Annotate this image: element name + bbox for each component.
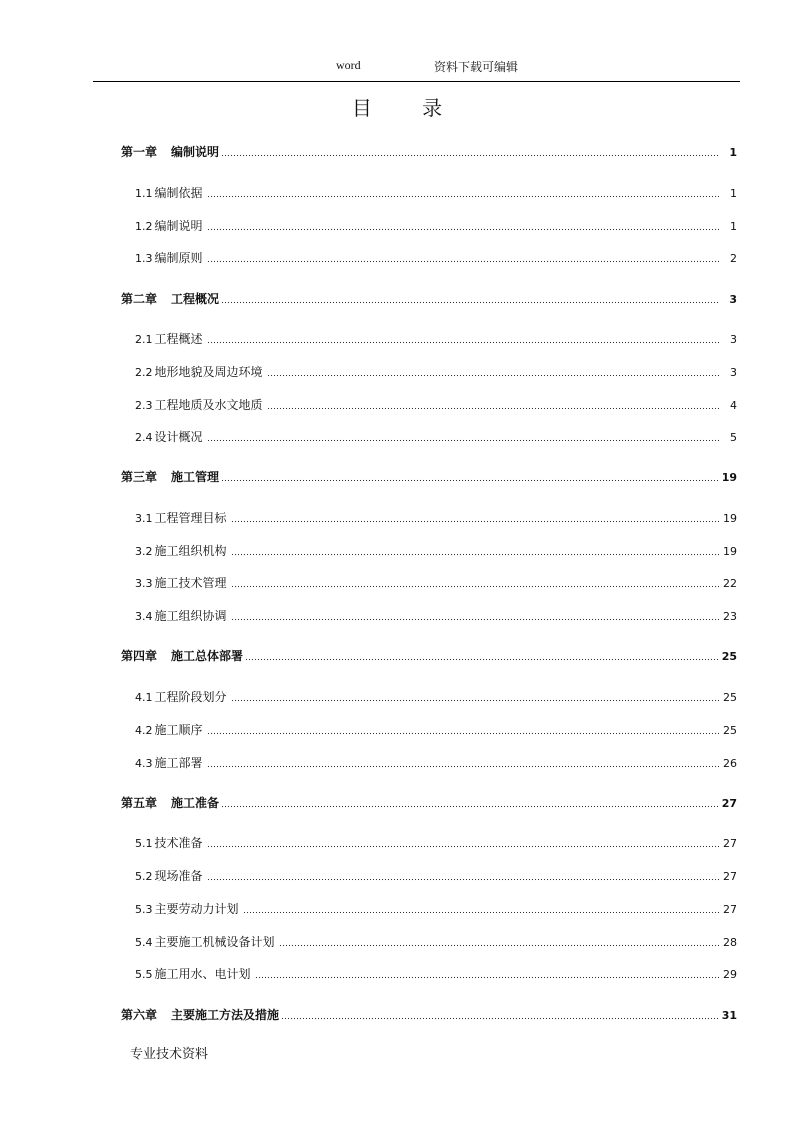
toc-section-number: 3.2: [135, 545, 153, 558]
toc-page-number: 23: [723, 610, 737, 623]
toc-section-number: 5.3: [135, 903, 153, 916]
toc-entry-title: 施工总体部署: [171, 649, 244, 663]
toc-page-number: 19: [721, 471, 737, 484]
toc-section-number: 1.2: [135, 220, 153, 233]
toc-section-number: 4.1: [135, 691, 153, 704]
toc-section-number: 2.2: [135, 366, 153, 379]
toc-section-number: 2.1: [135, 333, 153, 346]
toc-page-number: 25: [723, 724, 737, 737]
toc-section-number: 4.2: [135, 724, 153, 737]
toc-page-number: 25: [721, 650, 737, 663]
toc-chapter-entry[interactable]: [121, 290, 737, 308]
toc-leader-dots: [221, 147, 719, 157]
toc-leader-dots: [281, 1010, 718, 1020]
toc-leader-dots: [231, 692, 719, 702]
toc-chapter-entry[interactable]: [121, 794, 737, 812]
toc-section-entry[interactable]: [135, 867, 737, 885]
toc-leader-dots: [279, 937, 719, 947]
toc-page-number: 27: [721, 797, 737, 810]
toc-entry-label: [135, 396, 263, 415]
toc-section-number: 3.4: [135, 610, 153, 623]
toc-section-entry[interactable]: [135, 933, 737, 951]
toc-entry-label: [135, 688, 227, 707]
toc-section-number: 1.1: [135, 187, 153, 200]
toc-entry-title: 施工管理: [171, 470, 220, 484]
toc-entry-title: 施工顺序: [154, 723, 203, 737]
toc-section-entry[interactable]: [135, 688, 737, 706]
toc-section-number: 3.3: [135, 577, 153, 590]
toc-leader-dots: [245, 651, 718, 661]
toc-leader-dots: [221, 472, 718, 482]
page-header: [0, 56, 794, 76]
toc-section-entry[interactable]: [135, 574, 737, 592]
toc-entry-label: [135, 249, 203, 268]
toc-section-number: 2.4: [135, 431, 153, 444]
toc-leader-dots: [207, 725, 719, 735]
toc-leader-dots: [231, 578, 719, 588]
page-title: 目 录: [351, 96, 465, 120]
toc-chapter-entry[interactable]: [121, 647, 737, 665]
toc-entry-label: [135, 754, 203, 773]
toc-entry-title: 编制原则: [154, 251, 203, 265]
toc-entry-label: [121, 647, 243, 665]
toc-leader-dots: [207, 758, 719, 768]
toc-entry-title: 工程地质及水文地质: [154, 398, 263, 412]
toc-section-number: 2.3: [135, 399, 153, 412]
toc-entry-title: 施工部署: [154, 756, 203, 770]
toc-section-entry[interactable]: [135, 607, 737, 625]
toc-entry-label: [135, 509, 227, 528]
toc-entry-title: 主要劳动力计划: [154, 902, 239, 916]
toc-section-entry[interactable]: [135, 834, 737, 852]
toc-page-number: 22: [723, 577, 737, 590]
toc-leader-dots: [207, 188, 719, 198]
toc-entry-label: [135, 834, 203, 853]
toc-section-entry[interactable]: [135, 428, 737, 446]
toc-entry-label: [135, 965, 251, 984]
toc-entry-label: [135, 900, 239, 919]
header-right-text: 资料下载可编辑: [434, 60, 519, 74]
toc-entry-label: [121, 290, 219, 308]
toc-section-number: 5.2: [135, 870, 153, 883]
toc-entry-title: 编制说明: [154, 219, 203, 233]
toc-section-entry[interactable]: [135, 330, 737, 348]
toc-leader-dots: [207, 221, 719, 231]
toc-entry-label: [135, 184, 203, 203]
toc-section-entry[interactable]: [135, 754, 737, 772]
toc-entry-label: [135, 217, 203, 236]
page-footer: 专业技术资料: [130, 1047, 209, 1062]
header-divider: [93, 81, 740, 82]
toc-leader-dots: [221, 294, 719, 304]
toc-page-number: 29: [723, 968, 737, 981]
toc-entry-label: [135, 867, 203, 886]
toc-section-number: 5.1: [135, 837, 153, 850]
toc-entry-label: [135, 542, 227, 561]
toc-entry-label: [121, 468, 219, 486]
toc-chapter-number: 第六章: [121, 1008, 158, 1022]
toc-entry-label: [135, 363, 263, 382]
toc-page-number: 28: [723, 936, 737, 949]
toc-chapter-number: 第四章: [121, 649, 158, 663]
toc-leader-dots: [221, 798, 718, 808]
toc-page-number: 19: [723, 512, 737, 525]
toc-entry-label: [121, 794, 219, 812]
toc-section-entry[interactable]: [135, 965, 737, 983]
toc-entry-title: 技术准备: [154, 836, 203, 850]
toc-section-entry[interactable]: [135, 249, 737, 267]
toc-leader-dots: [207, 432, 719, 442]
toc-entry-label: [121, 143, 219, 161]
toc-page-number: 25: [723, 691, 737, 704]
toc-section-entry[interactable]: [135, 396, 737, 414]
toc-entry-title: 工程概况: [171, 292, 220, 306]
toc-section-entry[interactable]: [135, 542, 737, 560]
toc-page-number: 3: [730, 333, 737, 346]
toc-section-entry[interactable]: [135, 217, 737, 235]
toc-section-number: 4.3: [135, 757, 153, 770]
toc-entry-label: [135, 721, 203, 740]
toc-entry-title: 施工组织机构: [154, 544, 227, 558]
toc-leader-dots: [207, 253, 719, 263]
toc-entry-title: 主要施工机械设备计划: [154, 935, 275, 949]
toc-page-number: 1: [730, 220, 737, 233]
toc-leader-dots: [267, 400, 719, 410]
toc-page-number: 4: [730, 399, 737, 412]
toc-page-number: 1: [729, 146, 737, 159]
toc-entry-label: [135, 607, 227, 626]
toc-entry-label: [135, 330, 203, 349]
toc-page-number: 1: [730, 187, 737, 200]
toc-leader-dots: [255, 969, 719, 979]
toc-section-entry[interactable]: [135, 509, 737, 527]
toc-entry-title: 施工组织协调: [154, 609, 227, 623]
toc-page-number: 5: [730, 431, 737, 444]
toc-entry-label: [121, 1006, 279, 1024]
toc-entry-title: 施工准备: [171, 796, 220, 810]
toc-chapter-number: 第五章: [121, 796, 158, 810]
toc-leader-dots: [207, 871, 719, 881]
toc-page-number: 3: [729, 293, 737, 306]
toc-entry-label: [135, 933, 275, 952]
toc-section-entry[interactable]: [135, 900, 737, 918]
toc-chapter-number: 第二章: [121, 292, 158, 306]
toc-section-entry[interactable]: [135, 363, 737, 381]
toc-section-number: 5.5: [135, 968, 153, 981]
toc-page-number: 2: [730, 252, 737, 265]
toc-entry-title: 工程阶段划分: [154, 690, 227, 704]
toc-page-number: 31: [721, 1009, 737, 1022]
toc-leader-dots: [231, 513, 719, 523]
toc-entry-title: 现场准备: [154, 869, 203, 883]
toc-entry-title: 地形地貌及周边环境: [154, 365, 263, 379]
toc-page-number: 3: [730, 366, 737, 379]
toc-leader-dots: [267, 367, 719, 377]
toc-page-number: 27: [723, 837, 737, 850]
toc-section-entry[interactable]: [135, 184, 737, 202]
toc-entry-label: [135, 574, 227, 593]
toc-leader-dots: [231, 611, 719, 621]
toc-chapter-entry[interactable]: [121, 468, 737, 486]
toc-entry-title: 设计概况: [154, 430, 203, 444]
toc-page-number: 27: [723, 870, 737, 883]
toc-section-number: 5.4: [135, 936, 153, 949]
toc-entry-title: 施工技术管理: [154, 576, 227, 590]
toc-chapter-number: 第一章: [121, 145, 158, 159]
toc-entry-title: 主要施工方法及措施: [171, 1008, 280, 1022]
toc-leader-dots: [207, 838, 719, 848]
toc-page-number: 26: [723, 757, 737, 770]
toc-section-entry[interactable]: [135, 721, 737, 739]
toc-leader-dots: [243, 904, 719, 914]
toc-entry-title: 编制依据: [154, 186, 203, 200]
toc-section-number: 1.3: [135, 252, 153, 265]
header-left-text: word: [336, 58, 361, 72]
toc-entry-title: 编制说明: [171, 145, 220, 159]
toc-section-number: 3.1: [135, 512, 153, 525]
toc-leader-dots: [231, 546, 719, 556]
toc-page-number: 19: [723, 545, 737, 558]
toc-chapter-entry[interactable]: [121, 143, 737, 161]
toc-leader-dots: [207, 334, 719, 344]
toc-entry-title: 工程管理目标: [154, 511, 227, 525]
toc-entry-title: 施工用水、电计划: [154, 967, 251, 981]
toc-chapter-entry[interactable]: [121, 1006, 737, 1024]
toc-chapter-number: 第三章: [121, 470, 158, 484]
toc-page-number: 27: [723, 903, 737, 916]
toc-entry-title: 工程概述: [154, 332, 203, 346]
toc-entry-label: [135, 428, 203, 447]
